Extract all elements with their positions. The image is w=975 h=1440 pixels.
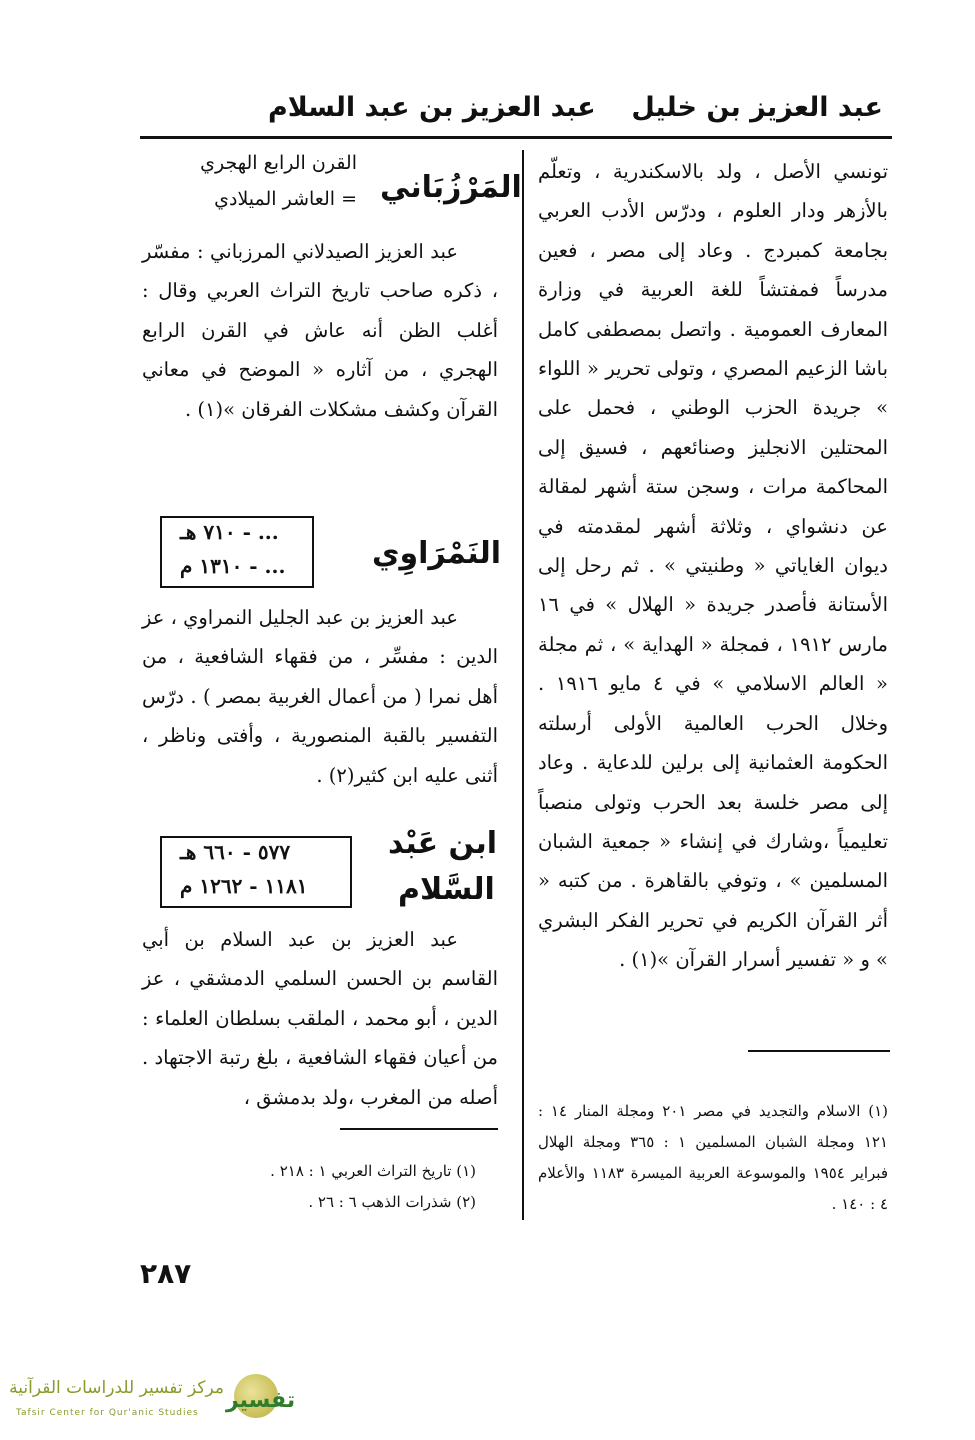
column-divider [522, 150, 524, 1220]
right-footnote-rule [748, 1050, 890, 1052]
date-miladi: ... - ١٣١٠ م [180, 554, 286, 578]
footnote: (١) الاسلام والتجديد في مصر ٢٠١ ومجلة المنار ١٤ : ١٢١ ومجلة الشبان المسلمين ١ : ٣٦٥ ومجلة الهلال فبراير ١٩٥٤ والموسوعة العربية الميسرة ١١٨٣ والأعلام ٤ : ١٤٠ . [538, 1102, 889, 1213]
right-footnotes [538, 1096, 888, 1220]
left-footnote-rule [340, 1128, 498, 1130]
right-column-text [538, 152, 888, 980]
era-line-2: = العاشر الميلادي [214, 188, 357, 210]
globe-icon [226, 1374, 296, 1424]
header-rule [140, 136, 892, 139]
date-miladi: ١١٨١ - ١٢٦٢ م [180, 874, 308, 898]
page-number: ٢٨٧ [140, 1257, 192, 1290]
logo-arabic-name: مركز تفسير للدراسات القرآنية [9, 1378, 224, 1398]
entry-name-marzubani: المَرْزُبَاني [380, 170, 522, 205]
date-hijri: ٥٧٧ - ٦٦٠ هـ [180, 840, 291, 864]
tafsir-center-logo [9, 1372, 296, 1436]
entry-paragraph: عبد العزيز الصيدلاني المرزباني : مفسّر ، ذكره صاحب تاريخ التراث العربي وقال : أغلب الظن أنه عاش في القرن الرابع الهجري ، من آثاره « الموضح في معاني القرآن وكشف مشكلات الفرقان »(١) . [142, 240, 498, 421]
entry-text-nimrawi [142, 598, 498, 795]
entry-paragraph: عبد العزيز بن عبد الجليل النمراوي ، عز الدين : مفسِّر ، من فقهاء الشافعية ، من أهل نمرا ( من أعمال الغربية بمصر ) . درّس التفسير بالقبة المنصورية ، وأفتى وناظر ، أثنى عليه ابن كثير(٢) . [142, 606, 498, 787]
running-header-left: عبد العزيز بن عبد السلام [268, 92, 596, 123]
running-header-right: عبد العزيز بن خليل [631, 92, 883, 123]
entry-name-ibn-abd-line1: ابن عَبْد [388, 826, 498, 861]
entry-text-ibn-abd-al-salam [142, 920, 498, 1117]
left-footnotes [142, 1156, 476, 1218]
logo-word: تفسير [226, 1388, 296, 1413]
footnote: (٢) شذرات الذهب ٦ : ٢٦ . [308, 1193, 476, 1211]
entry-text-marzubani [142, 232, 498, 429]
entry-name-ibn-abd-line2: السَّلام [398, 872, 495, 907]
logo-english-name: Tafsir Center for Qur'anic Studies [16, 1408, 199, 1418]
entry-paragraph: عبد العزيز بن عبد السلام بن أبي القاسم بن الحسن السلمي الدمشقي ، عز الدين ، أبو محمد ، الملقب بسلطان العلماء : من أعيان فقهاء الشافعية ، بلغ رتبة الاجتهاد . أصله من المغرب ،ولد بدمشق ، [142, 928, 498, 1109]
entry-name-nimrawi: النَمْرَاوِي [372, 536, 501, 571]
biography-paragraph: تونسي الأصل ، ولد بالاسكندرية ، وتعلّم بالأزهر ودار العلوم ، ودرّس الأدب العربي بجامعة كمبردج . وعاد إلى مصر ، فعين مدرساً فمفتشاً للغة العربية في وزارة المعارف العمومية . واتصل بمصطفى كامل باشا الزعيم المصري ، وتولى تحرير « اللواء » جريدة الحزب الوطني ، فحمل على المحتلين الانجليز وصنائعهم ، فسيق إلى المحاكمة مرات ، وسجن ستة أشهر لمقالة عن دنشواي ، وثلاثة أشهر لمقدمته في ديوان الغاياتي « وطنيتي » . ثم رحل إلى الأستانة فأصدر جريدة « الهلال » في ١٦ مارس ١٩١٢ ، فمجلة « الهداية » ، ثم مجلة « العالم الاسلامي » في ٤ مايو ١٩١٦ . وخلال الحرب العالمية الأولى أرسلته الحكومة العثمانية إلى برلين للدعاية . وعاد إلى مصر خلسة بعد الحرب وتولى منصباً تعليمياً ،وشارك في إنشاء « جمعية الشبان المسلمين » ، وتوفي بالقاهرة . من كتبه « أثر القرآن الكريم في تحرير الفكر البشري » و « تفسير أسرار القرآن »(١) . [538, 160, 888, 972]
footnote: (١) تاريخ التراث العربي ١ : ٢١٨ . [270, 1162, 476, 1180]
era-line-1: القرن الرابع الهجري [200, 152, 357, 174]
date-hijri: ... - ٧١٠ هـ [180, 520, 279, 544]
